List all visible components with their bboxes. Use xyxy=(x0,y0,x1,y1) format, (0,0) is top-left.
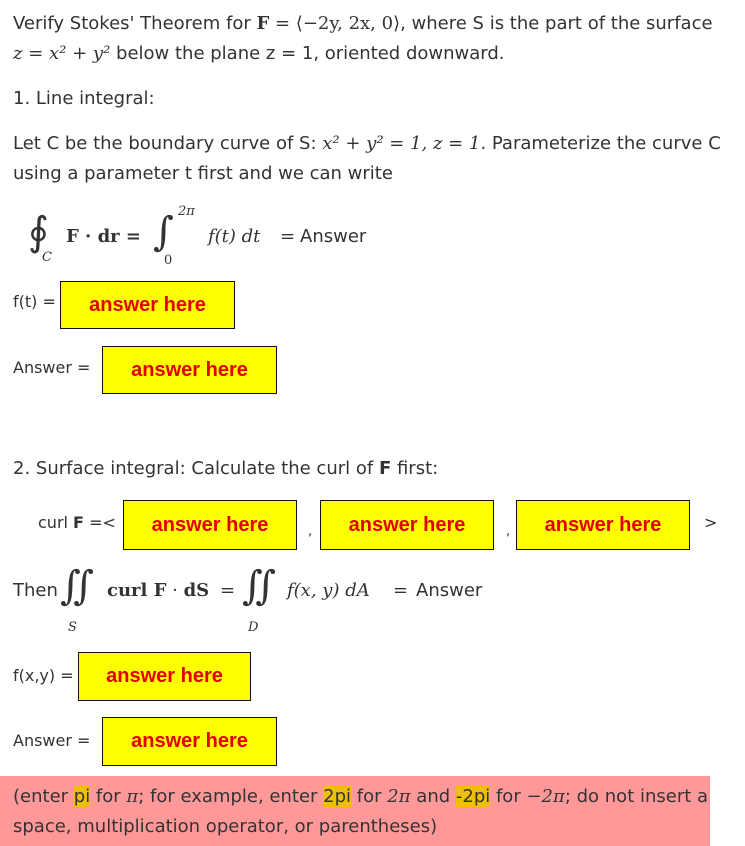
definite-integral-sign: ∫ xyxy=(153,209,174,255)
part1-description-line-1 xyxy=(13,133,721,154)
then-word: Then xyxy=(13,580,58,601)
part2-heading-pre: 2. Surface integral: Calculate the curl of xyxy=(13,458,379,479)
curl-word: curl xyxy=(38,513,74,532)
double-integral-sign-S: ∬ xyxy=(60,563,95,609)
subscript-D: D xyxy=(248,620,259,635)
instruction-note xyxy=(0,776,710,846)
curl-component-1-input[interactable]: answer here xyxy=(123,500,297,550)
curl-component-3-input[interactable]: answer here xyxy=(516,500,690,550)
part1-desc-pre: Let C be the boundary curve of S: xyxy=(13,133,323,154)
part1-description-line-2: using a parameter t first and we can write xyxy=(13,163,393,184)
surface-integrand-2: f(x, y) dA xyxy=(287,580,370,601)
ft-answer-input[interactable]: answer here xyxy=(60,281,235,329)
integrand-dr: · dr = xyxy=(78,226,141,247)
highlight-2pi: 2pi xyxy=(323,786,352,807)
note-line-2: space, multiplication operator, or parentheses) xyxy=(13,816,438,837)
answer1-label: Answer = xyxy=(13,358,91,377)
curl-open: =< xyxy=(83,513,116,532)
part1-desc-post: . Parameterize the curve C xyxy=(480,133,721,154)
field-symbol: F xyxy=(256,13,270,34)
ft-label: f(t) = xyxy=(13,292,56,311)
part2-heading xyxy=(13,458,438,479)
intro-text-2: below the plane z = 1, oriented downward. xyxy=(110,43,505,64)
part1-heading: 1. Line integral: xyxy=(13,88,155,109)
surface-integrand xyxy=(107,580,209,601)
contour-integral-sign: ∮ xyxy=(28,209,49,255)
equals-sign: = xyxy=(220,580,236,601)
field-definition: = ⟨−2y, 2x, 0⟩ xyxy=(269,13,401,34)
equals-sign: = xyxy=(393,580,409,601)
integrand-dS: dS xyxy=(183,580,210,601)
integrand-F: F xyxy=(66,226,79,247)
line-integrand-2: f(t) dt xyxy=(208,226,261,247)
comma-separator: , xyxy=(308,524,313,539)
part2-heading-post: first: xyxy=(391,458,439,479)
note-line-1: (enter pi for π; for example, enter 2pi for 2π and -2pi for −2π; do not insert a xyxy=(13,786,709,807)
line-integral-answer-input[interactable]: answer here xyxy=(102,346,277,394)
answer-word: Answer xyxy=(416,580,483,601)
fxy-answer-input[interactable]: answer here xyxy=(78,652,251,701)
curl-component-2-input[interactable]: answer here xyxy=(320,500,494,550)
comma-separator: , xyxy=(506,524,511,539)
curl-close: > xyxy=(704,513,718,532)
intro-line-1 xyxy=(13,13,713,34)
integrand-curl-F: F xyxy=(153,580,167,601)
integrand-dot: · xyxy=(166,580,184,601)
subscript-S: S xyxy=(68,620,77,635)
intro-text-post: , where S is the part of the surface xyxy=(400,13,713,34)
boundary-equation: x² + y² = 1, z = 1 xyxy=(322,133,481,154)
highlight-neg-2pi: -2pi xyxy=(455,786,491,807)
part2-heading-F: F xyxy=(378,458,392,479)
contour-subscript: C xyxy=(42,250,52,265)
lower-limit: 0 xyxy=(164,253,173,268)
surface-integral-answer-input[interactable]: answer here xyxy=(102,717,277,766)
intro-line-2 xyxy=(13,43,505,64)
curl-label xyxy=(38,513,116,532)
highlight-pi: pi xyxy=(73,786,91,807)
answer2-label: Answer = xyxy=(13,731,91,750)
fxy-label: f(x,y) = xyxy=(13,666,74,685)
surface-equation: z = x² + y² xyxy=(13,43,111,64)
integrand-curl: curl xyxy=(107,580,154,601)
double-integral-sign-D: ∬ xyxy=(242,563,277,609)
curl-F: F xyxy=(73,513,84,532)
answer-word: Answer xyxy=(300,226,367,247)
upper-limit: 2π xyxy=(178,204,195,219)
equals-sign: = xyxy=(280,226,296,247)
intro-text: Verify Stokes' Theorem for xyxy=(13,13,257,34)
line-integrand xyxy=(66,226,141,247)
